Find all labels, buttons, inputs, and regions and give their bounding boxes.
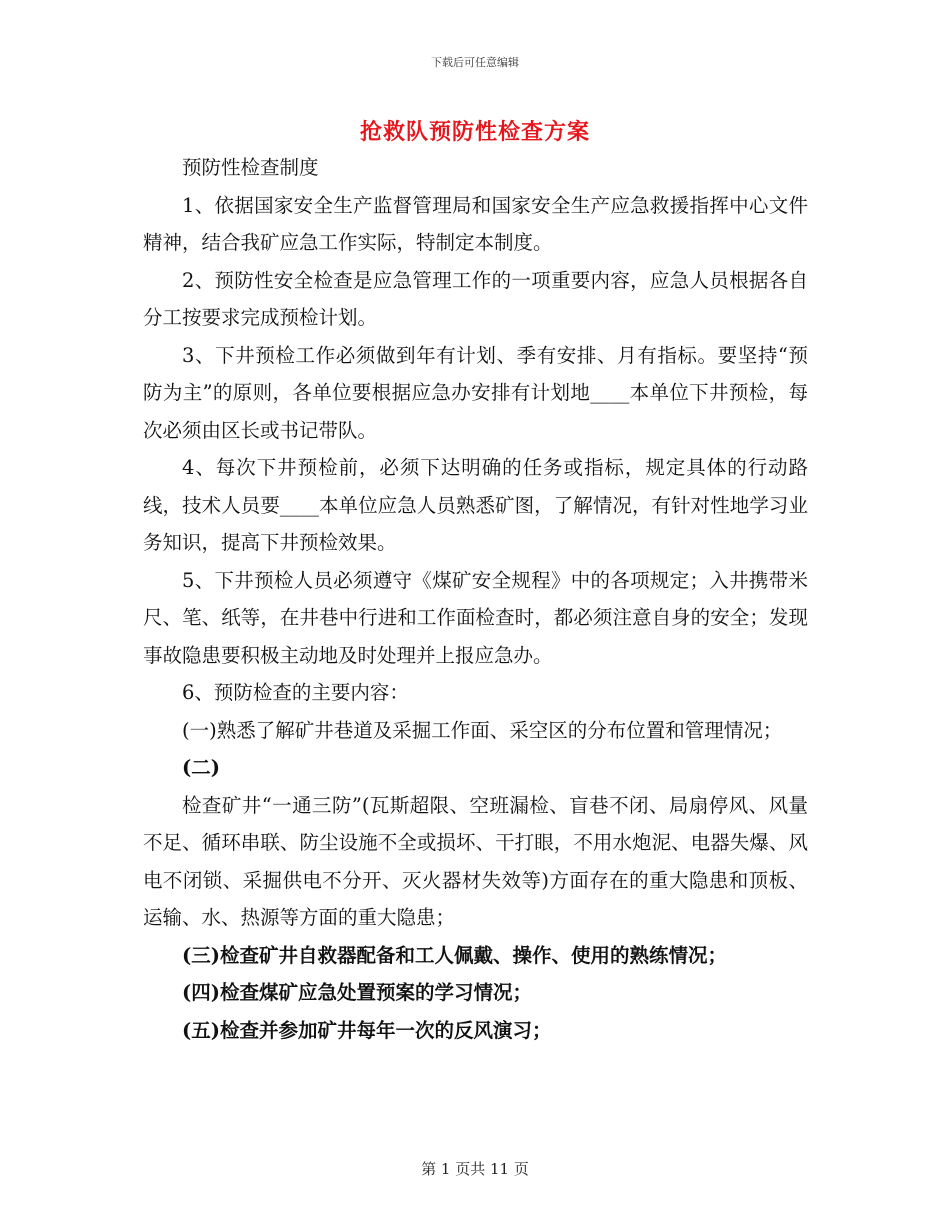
- page-number: 第 1 页共 11 页: [421, 1160, 529, 1178]
- sub-item-2-text: 检查矿井“一通三防”(瓦斯超限、空班漏检、盲巷不闭、局扇停风、风量不足、循环串联、防尘设施不全或损坏、干打眼，不用水炮泥、电器失爆、风电不闭锁、采掘供电不分开、灭火器材失效等)方面存在的重大隐患和顶板、运输、水、热源等方面的重大隐患；: [143, 793, 808, 929]
- paragraph-item-3: 3、下井预检工作必须做到年有计划、季有安排、月有指标。要坚持“预防为主”的原则，各单位要根据应急办安排有计划地____本单位下井预检，每次必须由区长或书记带队。: [143, 343, 808, 442]
- paragraph-item-5: 5、下井预检人员必须遵守《煤矿安全规程》中的各项规定；入井携带米尺、笔、纸等，在井巷中行进和工作面检查时，都必须注意自身的安全；发现事故隐患要积极主动地及时处理并上报应急办。: [143, 568, 808, 667]
- sub-item-1: (一)熟悉了解矿井巷道及采掘工作面、采空区的分布位置和管理情况；: [182, 718, 783, 742]
- header-note: 下载后可任意编辑: [431, 56, 519, 69]
- paragraph-item-6: 6、预防检查的主要内容：: [182, 681, 409, 704]
- document-title: 抢救队预防性检查方案: [359, 119, 590, 145]
- sub-item-5: (五)检查并参加矿井每年一次的反风演习；: [182, 1018, 552, 1042]
- paragraph-item-4: 4、每次下井预检前，必须下达明确的任务或指标，规定具体的行动路线，技术人员要____本单位应急人员熟悉矿图，了解情况，有针对性地学习业务知识，提高下井预检效果。: [143, 456, 808, 554]
- paragraph-item-1: 1、依据国家安全生产监督管理局和国家安全生产应急救援指挥中心文件精神，结合我矿应急工作实际，特制定本制度。: [143, 193, 808, 254]
- sub-item-4: (四)检查煤矿应急处置预案的学习情况；: [182, 981, 532, 1004]
- document-body: [143, 149, 808, 1049]
- sub-item-2-label: (二): [182, 756, 220, 779]
- paragraph-item-2: 2、预防性安全检查是应急管理工作的一项重要内容，应急人员根据各自分工按要求完成预检计划。: [143, 268, 808, 329]
- sub-item-3: (三)检查矿井自救器配备和工人佩戴、操作、使用的熟练情况；: [182, 943, 727, 967]
- section-heading: 预防性检查制度: [182, 156, 319, 179]
